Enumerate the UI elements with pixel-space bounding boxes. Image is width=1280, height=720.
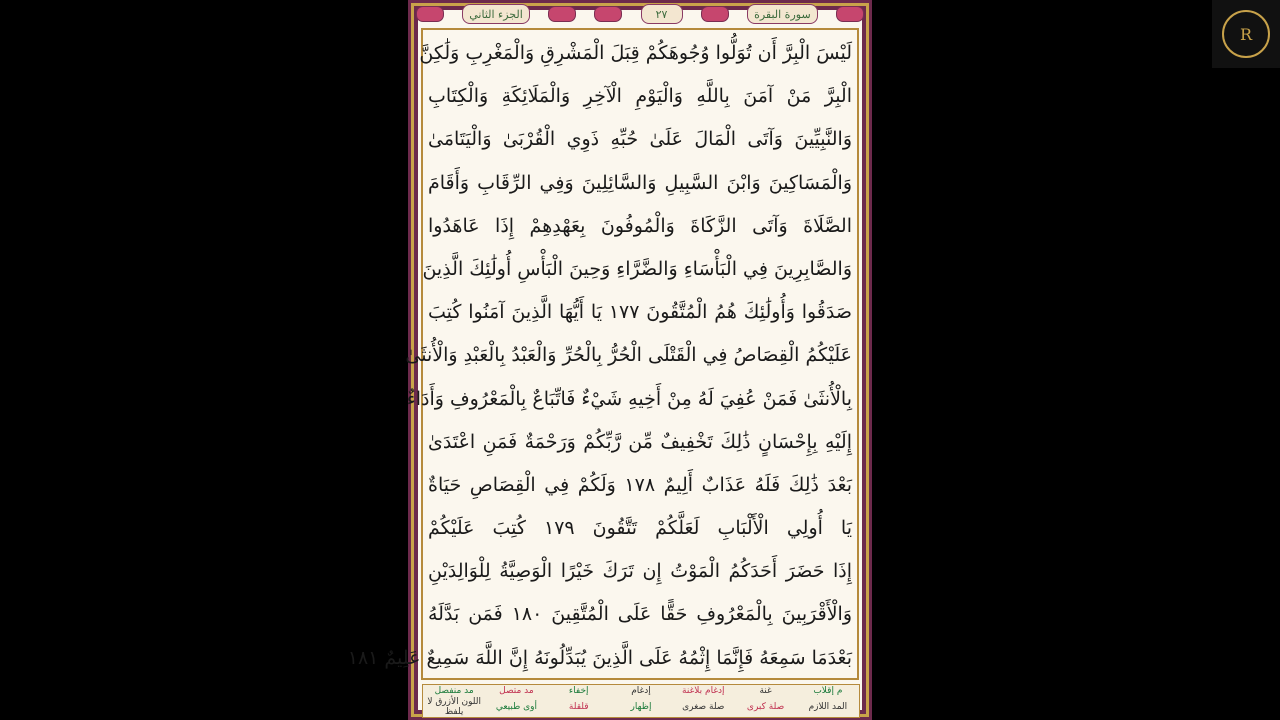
channel-logo bbox=[1212, 0, 1280, 68]
legend-item: صلة صغرى bbox=[682, 702, 725, 712]
legend-item: إدغام bbox=[631, 686, 651, 696]
verse-line: وَالْمَسَاكِينَ وَابْنَ السَّبِيلِ وَالسَّائِلِينَ وَفِي الرِّقَابِ وَأَقَامَ bbox=[428, 171, 852, 194]
ornament-icon bbox=[416, 6, 444, 22]
legend-item: أوى طبيعي bbox=[495, 702, 538, 712]
legend-item: مد متصل bbox=[499, 686, 534, 696]
legend-item: إخفاء bbox=[568, 686, 589, 696]
verse-line: بِالْأُنثَىٰ فَمَنْ عُفِيَ لَهُ مِنْ أَخِيهِ شَيْءٌ فَاتِّبَاعٌ بِالْمَعْرُوفِ وَأَدَاءٌ bbox=[406, 387, 852, 410]
tajweed-legend bbox=[422, 684, 860, 718]
verse-line: يَا أُولِي الْأَلْبَابِ لَعَلَّكُمْ تَتَّقُونَ ١٧٩ كُتِبَ عَلَيْكُمْ bbox=[428, 517, 853, 540]
verse-line: بَعْدَمَا سَمِعَهُ فَإِنَّمَا إِثْمُهُ عَلَى الَّذِينَ يُبَدِّلُونَهُ إِنَّ اللَّهَ سَمِيعٌ عَلِيمٌ ١٨١ bbox=[347, 646, 852, 669]
legend-item: المد اللازم bbox=[808, 702, 848, 712]
legend-item: إدغام بلاغنة bbox=[682, 686, 725, 696]
legend-item: قلقلة bbox=[568, 702, 589, 712]
page-number: ٢٧ bbox=[641, 4, 683, 24]
page-header bbox=[416, 2, 864, 26]
verse-line: إِذَا حَضَرَ أَحَدَكُمُ الْمَوْتُ إِن تَرَكَ خَيْرًا الْوَصِيَّةُ لِلْوَالِدَيْنِ bbox=[428, 560, 852, 583]
verse-line: الصَّلَاةَ وَآتَى الزَّكَاةَ وَالْمُوفُونَ بِعَهْدِهِمْ إِذَا عَاهَدُوا bbox=[428, 214, 852, 237]
verse-line: عَلَيْكُمُ الْقِصَاصُ فِي الْقَتْلَى الْحُرُّ بِالْحُرِّ وَالْعَبْدُ بِالْعَبْدِ وَالْأُنثَىٰ bbox=[405, 344, 852, 367]
legend-item: مد منفصل bbox=[434, 686, 474, 696]
verse-line: إِلَيْهِ بِإِحْسَانٍ ذَٰلِكَ تَخْفِيفٌ مِّن رَّبِّكُمْ وَرَحْمَةٌ فَمَنِ اعْتَدَىٰ bbox=[428, 430, 852, 453]
verse-line: الْبِرَّ مَنْ آمَنَ بِاللَّهِ وَالْيَوْمِ الْآخِرِ وَالْمَلَائِكَةِ وَالْكِتَابِ bbox=[428, 85, 852, 108]
legend-item: غنة bbox=[759, 686, 772, 696]
quran-page bbox=[347, 0, 872, 720]
verse-line: لَيْسَ الْبِرَّ أَن تُوَلُّوا وُجُوهَكُمْ قِبَلَ الْمَشْرِقِ وَالْمَغْرِبِ وَلَٰكِنَّ bbox=[419, 42, 852, 64]
legend-item: م إقلاب bbox=[813, 686, 843, 696]
legend-item: اللون الأزرق لا يلفظ bbox=[427, 697, 481, 717]
ornament-icon bbox=[836, 6, 864, 22]
verse-text bbox=[347, 32, 853, 680]
verse-line: وَالصَّابِرِينَ فِي الْبَأْسَاءِ وَالضَّرَّاءِ وَحِينَ الْبَأْسِ أُولَٰئِكَ الَّذِينَ bbox=[422, 257, 852, 280]
surah-label: سورة البقرة bbox=[747, 4, 818, 24]
r-monogram-logo-icon: R bbox=[1222, 10, 1270, 58]
legend-item: صلة كبرى bbox=[746, 702, 785, 712]
verse-line: صَدَقُوا وَأُولَٰئِكَ هُمُ الْمُتَّقُونَ ١٧٧ يَا أَيُّهَا الَّذِينَ آمَنُوا كُتِبَ bbox=[428, 301, 852, 324]
verse-line: وَالنَّبِيِّينَ وَآتَى الْمَالَ عَلَىٰ حُبِّهِ ذَوِي الْقُرْبَىٰ وَالْيَتَامَىٰ bbox=[428, 128, 852, 151]
ornament-icon bbox=[594, 6, 622, 22]
verse-line: بَعْدَ ذَٰلِكَ فَلَهُ عَذَابٌ أَلِيمٌ ١٧٨ وَلَكُمْ فِي الْقِصَاصِ حَيَاةٌ bbox=[428, 473, 852, 496]
ornament-icon bbox=[701, 6, 729, 22]
legend-item: إظهار bbox=[630, 702, 652, 712]
juz-label: الجزء الثاني bbox=[462, 4, 530, 24]
verse-line: وَالْأَقْرَبِينَ بِالْمَعْرُوفِ حَقًّا عَلَى الْمُتَّقِينَ ١٨٠ فَمَن بَدَّلَهُ bbox=[428, 603, 852, 626]
ornament-icon bbox=[548, 6, 576, 22]
